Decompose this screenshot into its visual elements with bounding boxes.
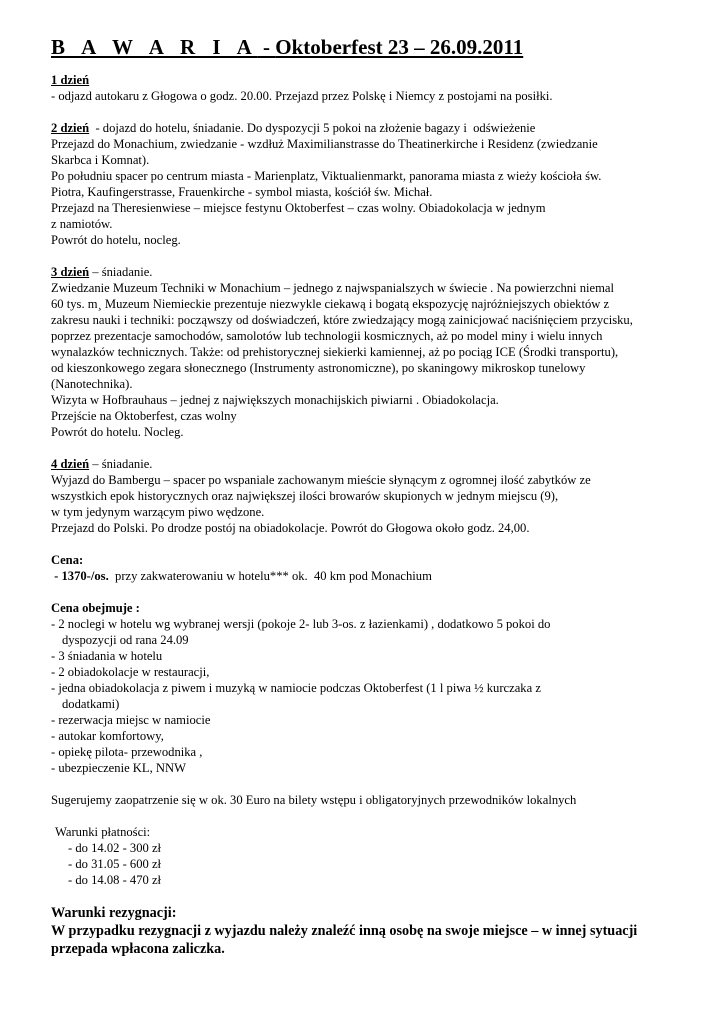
day4-line: Przejazd do Polski. Po drodze postój na obiadokolacje. Powrót do Głogowa około godz. 24,00. — [51, 521, 530, 535]
day1-text: - odjazd autokaru z Głogowa o godz. 20.00. Przejazd przez Polskę i Niemcy z postojami na posiłki. — [51, 89, 553, 103]
page-title — [51, 34, 691, 60]
suggestion-text: Sugerujemy zaopatrzenie się w ok. 30 Euro na bilety wstępu i obligatoryjnych przewodników lokalnych — [51, 793, 577, 807]
day4-line: wszystkich epok historycznych oraz największej ilości browarów skupionych w jednym miejscu (9), — [51, 489, 559, 503]
payment-item: - do 31.05 - 600 zł — [68, 857, 162, 871]
day3-section — [51, 264, 691, 440]
price-heading: Cena: — [51, 553, 84, 567]
day2-line: Piotra, Kaufingerstrasse, Frauenkirche - symbol miasta, kościół św. Michał. — [51, 185, 433, 199]
day3-heading: 3 dzień — [51, 265, 90, 279]
day3-first-line: – śniadanie. — [89, 265, 153, 279]
includes-item: - ubezpieczenie KL, NNW — [51, 761, 186, 775]
day4-line: Wyjazd do Bambergu – spacer po wspaniale zachowanym mieście słynącym z ogromnej ilość zabytków ze — [51, 473, 591, 487]
cancellation-line: W przypadku rezygnacji z wyjazdu należy znaleźć inną osobę na swoje miejsce – w innej sytuacji — [51, 923, 638, 939]
includes-item: - 2 noclegi w hotelu wg wybranej wersji (pokoje 2- lub 3-os. z łazienkami) , dodatkowo 5 pokoi do — [51, 617, 551, 631]
includes-section — [51, 600, 691, 776]
includes-heading: Cena obejmuje : — [51, 601, 140, 615]
day2-first-line: - dojazd do hotelu, śniadanie. Do dyspozycji 5 pokoi na złożenie bagazy i odświeżenie — [89, 121, 536, 135]
includes-item: - opiekę pilota- przewodnika , — [51, 745, 203, 759]
day2-line: Skarbca i Komnat). — [51, 153, 150, 167]
day3-line: od kieszonkowego zegara słonecznego (Instrumenty astronomiczne), po skaningowy mikroskop tunelowy — [51, 361, 586, 375]
day3-line: Przejście na Oktoberfest, czas wolny — [51, 409, 237, 423]
day2-heading: 2 dzień — [51, 121, 90, 135]
day2-line: Przejazd do Monachium, zwiedzanie - wzdłuż Maximilianstrasse do Theatinerkirche i Residenz (zwiedzanie — [51, 137, 598, 151]
price-section — [51, 552, 691, 584]
cancellation-line: przepada wpłacona zaliczka. — [51, 941, 225, 957]
day2-line: Po południu spacer po centrum miasta - Marienplatz, Viktualienmarkt, panorama miasta z wieży kościoła św. — [51, 169, 602, 183]
day3-line: poprzez prezentacje samochodów, samolotów lub technologii kosmicznych, aż po model miny i wielu innych — [51, 329, 603, 343]
day3-line: zakresu nauki i techniki: począwszy od doświadczeń, które zwiedzający mogą zainicjować naciśnięciem przycisku, — [51, 313, 633, 327]
payment-heading: Warunki płatności: — [55, 825, 151, 839]
day2-line: Przejazd na Theresienwiese – miejsce festynu Oktoberfest – czas wolny. Obiadokolacja w jednym — [51, 201, 546, 215]
title-rest: Oktoberfest 23 – 26.09.2011 — [275, 35, 524, 59]
day2-section — [51, 120, 691, 248]
day3-line: Wizyta w Hofbrauhaus – jednej z największych monachijskich piwiarni . Obiadokolacja. — [51, 393, 499, 407]
day3-line: wynalazków technicznych. Także: od prehistorycznej siekierki kamiennej, aż po pociąg ICE (Środki transportu), — [51, 345, 619, 359]
price-detail: przy zakwaterowaniu w hotelu*** ok. 40 km pod Monachium — [108, 569, 432, 583]
cancellation-section — [51, 904, 691, 958]
day1-heading: 1 dzień — [51, 73, 90, 87]
cancellation-heading: Warunki rezygnacji: — [51, 905, 177, 921]
day2-line: z namiotów. — [51, 217, 113, 231]
payment-section — [51, 824, 691, 888]
day3-line: Powrót do hotelu. Nocleg. — [51, 425, 184, 439]
includes-item: - 2 obiadokolacje w restauracji, — [51, 665, 210, 679]
document-page — [51, 34, 691, 958]
includes-item: dodatkami) — [62, 697, 120, 711]
day4-section — [51, 456, 691, 536]
day4-heading: 4 dzień — [51, 457, 90, 471]
includes-item: - autokar komfortowy, — [51, 729, 164, 743]
day3-line: Zwiedzanie Muzeum Techniki w Monachium – jednego z najwspanialszych w świecie . Na powierzchni niemal — [51, 281, 614, 295]
includes-item: - 3 śniadania w hotelu — [51, 649, 163, 663]
day2-line: Powrót do hotelu, nocleg. — [51, 233, 181, 247]
includes-item: - rezerwacja miejsc w namiocie — [51, 713, 211, 727]
title-main: B A W A R I A — [51, 35, 258, 59]
includes-item: dyspozycji od rana 24.09 — [62, 633, 189, 647]
payment-item: - do 14.02 - 300 zł — [68, 841, 162, 855]
day1-section — [51, 72, 691, 104]
title-separator: - — [257, 35, 276, 59]
payment-item: - do 14.08 - 470 zł — [68, 873, 162, 887]
day4-first-line: – śniadanie. — [89, 457, 153, 471]
price-amount: - 1370-/os. — [51, 569, 109, 583]
includes-item: - jedna obiadokolacja z piwem i muzyką w namiocie podczas Oktoberfest (1 l piwa ½ kurczaka z — [51, 681, 541, 695]
day3-line: 60 tys. m¸ Muzeum Niemieckie prezentuje niezwykle ciekawą i bogatą ekspozycję najróżniejszych obiektów z — [51, 297, 610, 311]
day3-line: (Nanotechnika). — [51, 377, 133, 391]
day4-line: w tym jedynym warzącym piwo wędzone. — [51, 505, 265, 519]
